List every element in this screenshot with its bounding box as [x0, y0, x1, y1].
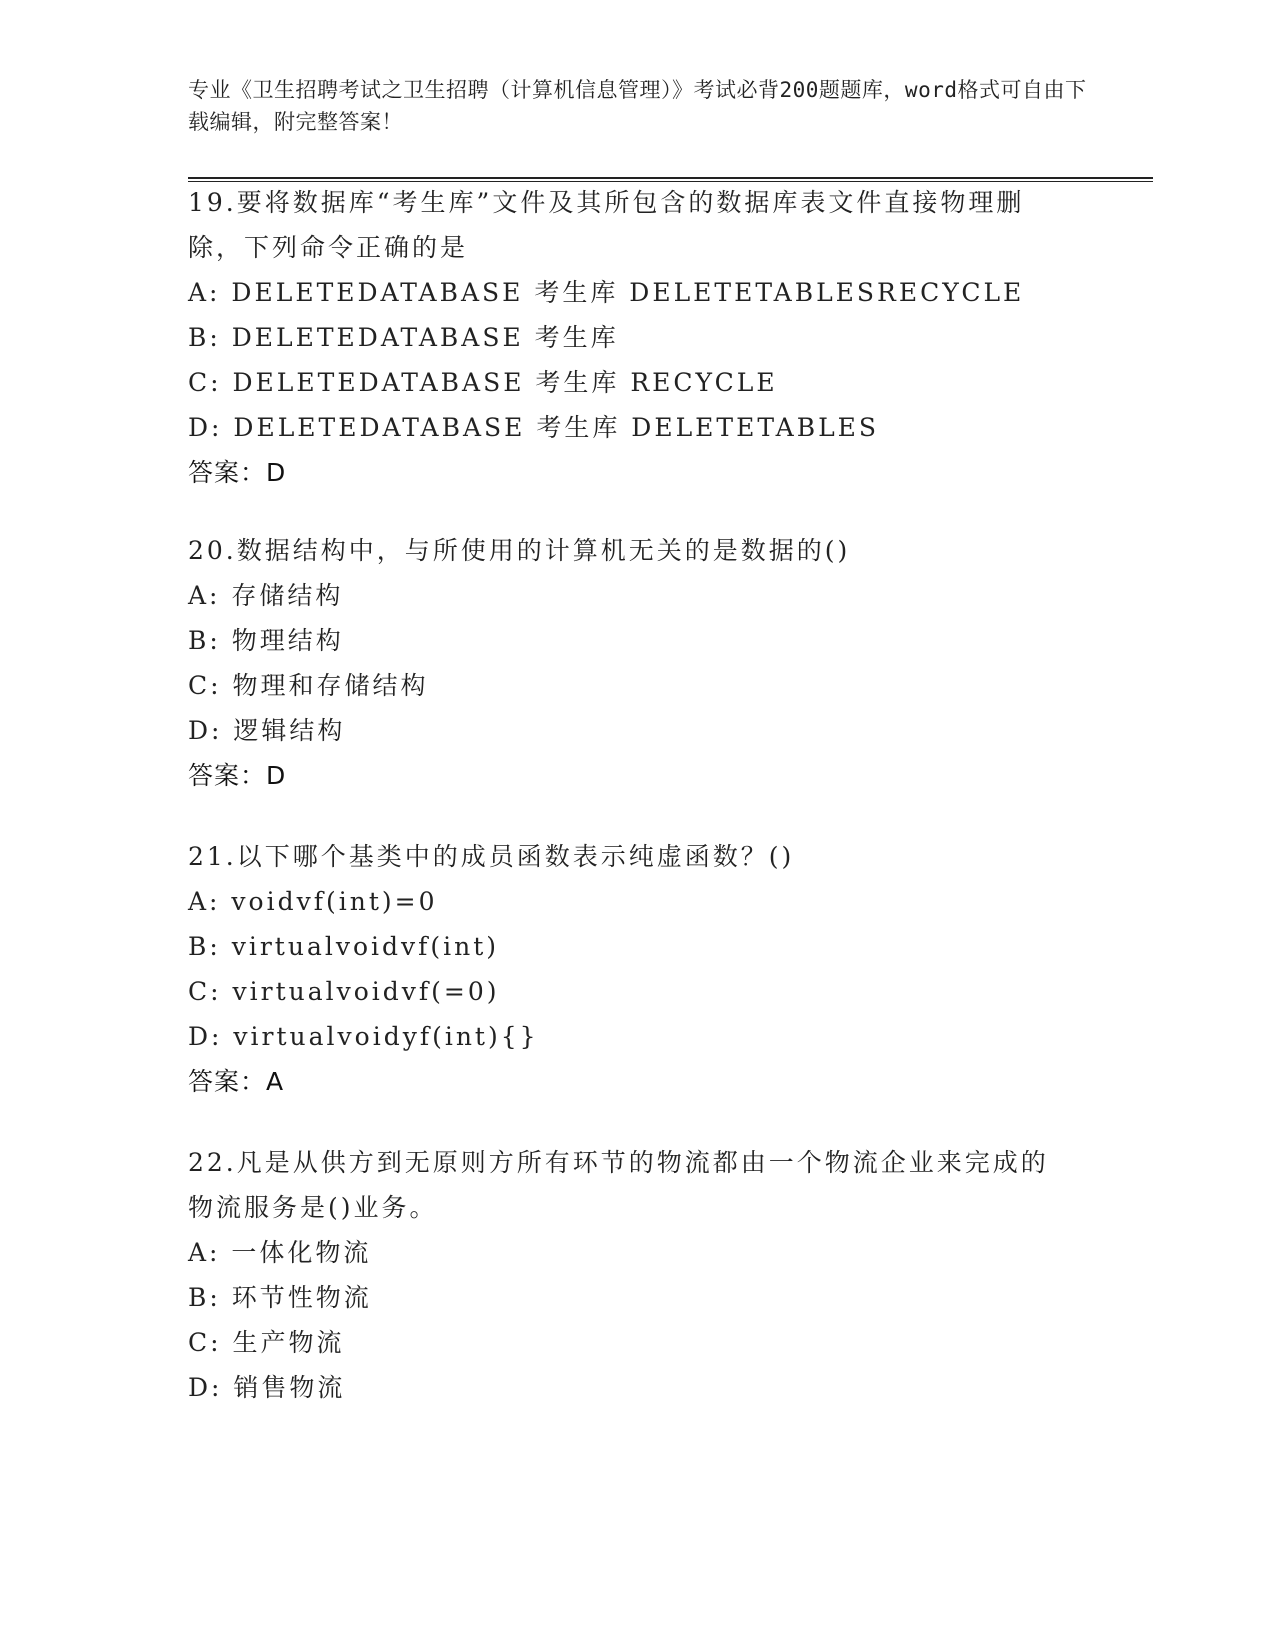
option-d: D: 逻辑结构 — [188, 716, 346, 745]
answer: 答案：D — [188, 761, 287, 790]
option-b: B: 物理结构 — [188, 626, 344, 655]
document-header: 专业《卫生招聘考试之卫生招聘（计算机信息管理）》考试必背200题题库，word格式可自由下载编辑，附完整答案！ — [188, 78, 1087, 134]
answer: 答案：D — [188, 458, 287, 487]
option-a: A: 一体化物流 — [188, 1238, 372, 1267]
option-a: A: voidvf(int)=0 — [188, 887, 438, 916]
option-d: D: 销售物流 — [188, 1373, 346, 1402]
option-b: B: 环节性物流 — [188, 1283, 372, 1312]
question-stem: 22.凡是从供方到无原则方所有环节的物流都由一个物流企业来完成的物流服务是()业务。 — [188, 1148, 1049, 1222]
option-a: A: DELETEDATABASE 考生库 DELETETABLESRECYCLE — [188, 278, 1025, 307]
option-c: C: 物理和存储结构 — [188, 671, 429, 700]
question-stem: 19.要将数据库“考生库”文件及其所包含的数据库表文件直接物理删除，下列命令正确的是 — [188, 188, 1025, 262]
question-stem: 20.数据结构中，与所使用的计算机无关的是数据的() — [188, 536, 851, 565]
option-c: C: 生产物流 — [188, 1328, 345, 1357]
question-21 — [188, 834, 1068, 1104]
option-d: D: DELETEDATABASE 考生库 DELETETABLES — [188, 413, 880, 442]
question-stem: 21.以下哪个基类中的成员函数表示纯虚函数？() — [188, 842, 795, 871]
option-a: A: 存储结构 — [188, 581, 344, 610]
option-b: B: virtualvoidvf(int) — [188, 932, 500, 961]
option-b: B: DELETEDATABASE 考生库 — [188, 323, 619, 352]
question-20 — [188, 528, 1068, 798]
option-c: C: virtualvoidvf(=0) — [188, 977, 500, 1006]
option-d: D: virtualvoidyf(int){} — [188, 1022, 539, 1051]
answer: 答案：A — [188, 1067, 285, 1096]
option-c: C: DELETEDATABASE 考生库 RECYCLE — [188, 368, 778, 397]
question-22 — [188, 1140, 1068, 1410]
question-19 — [188, 180, 1068, 495]
